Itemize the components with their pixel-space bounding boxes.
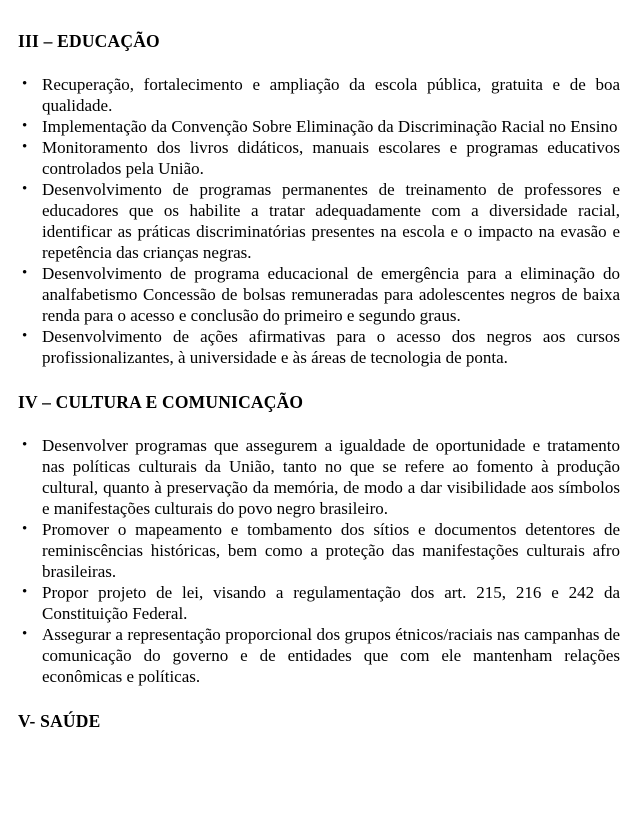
bullet-icon: •: [22, 139, 28, 155]
bullet-icon: •: [22, 584, 28, 600]
section-heading: V- SAÚDE: [18, 711, 101, 731]
list-item: [18, 74, 620, 116]
list-item: [18, 137, 620, 179]
bullet-text: Desenvolvimento de ações afirmativas para o acesso dos negros aos cursos profissionalizantes, à universidade e às áreas de tecnologia de ponta.: [42, 327, 620, 367]
bullet-text: Implementação da Convenção Sobre Eliminação da Discriminação Racial no Ensino: [42, 117, 618, 136]
bullet-text: Propor projeto de lei, visando a regulamentação dos art. 215, 216 e 242 da Constituição Federal.: [42, 583, 620, 623]
bullet-text: Monitoramento dos livros didáticos, manuais escolares e programas educativos controlados pela União.: [42, 138, 620, 178]
bullet-text: Promover o mapeamento e tombamento dos sítios e documentos detentores de reminiscências históricas, bem como a proteção das manifestações culturais afro brasileiras.: [42, 520, 620, 581]
list-item: [18, 116, 620, 137]
bullet-text: Desenvolver programas que assegurem a igualdade de oportunidade e tratamento nas políticas culturais da União, tanto no que se refere ao fomento à produção cultural, quanto à preservação da memória, de modo a dar visibilidade aos símbolos e manifestações culturais do povo negro brasileiro.: [42, 436, 620, 518]
section-heading: IV – CULTURA E COMUNICAÇÃO: [18, 392, 304, 412]
section-saude: [18, 711, 620, 732]
bullet-text: Desenvolvimento de programa educacional de emergência para a eliminação do analfabetismo Concessão de bolsas remuneradas para adolescentes negros de baixa renda para o acesso e conclusão do primeiro e segundo graus.: [42, 264, 620, 325]
bullet-icon: •: [22, 626, 28, 642]
bullet-icon: •: [22, 118, 28, 134]
list-item: [18, 326, 620, 368]
list-item: [18, 435, 620, 519]
bullet-icon: •: [22, 437, 28, 453]
list-item: [18, 519, 620, 582]
bullet-icon: •: [22, 76, 28, 92]
bullet-text: Desenvolvimento de programas permanentes de treinamento de professores e educadores que os habilite a tratar adequadamente com a diversidade racial, identificar as práticas discriminatórias presentes na escola e o impacto na evasão e repetência das crianças negras.: [42, 180, 620, 262]
bullet-icon: •: [22, 265, 28, 281]
section-educacao: [18, 31, 620, 368]
bullet-text: Recuperação, fortalecimento e ampliação da escola pública, gratuita e de boa qualidade.: [42, 75, 620, 115]
list-item: [18, 624, 620, 687]
list-item: [18, 179, 620, 263]
bullet-icon: •: [22, 328, 28, 344]
bullet-list: [18, 435, 620, 687]
section-heading: III – EDUCAÇÃO: [18, 31, 160, 51]
bullet-icon: •: [22, 181, 28, 197]
list-item: [18, 263, 620, 326]
list-item: [18, 582, 620, 624]
bullet-list: [18, 74, 620, 368]
bullet-text: Assegurar a representação proporcional dos grupos étnicos/raciais nas campanhas de comunicação do governo e de entidades que com ele mantenham relações econômicas e políticas.: [42, 625, 620, 686]
section-cultura-e-comunicacao: [18, 392, 620, 687]
bullet-icon: •: [22, 521, 28, 537]
